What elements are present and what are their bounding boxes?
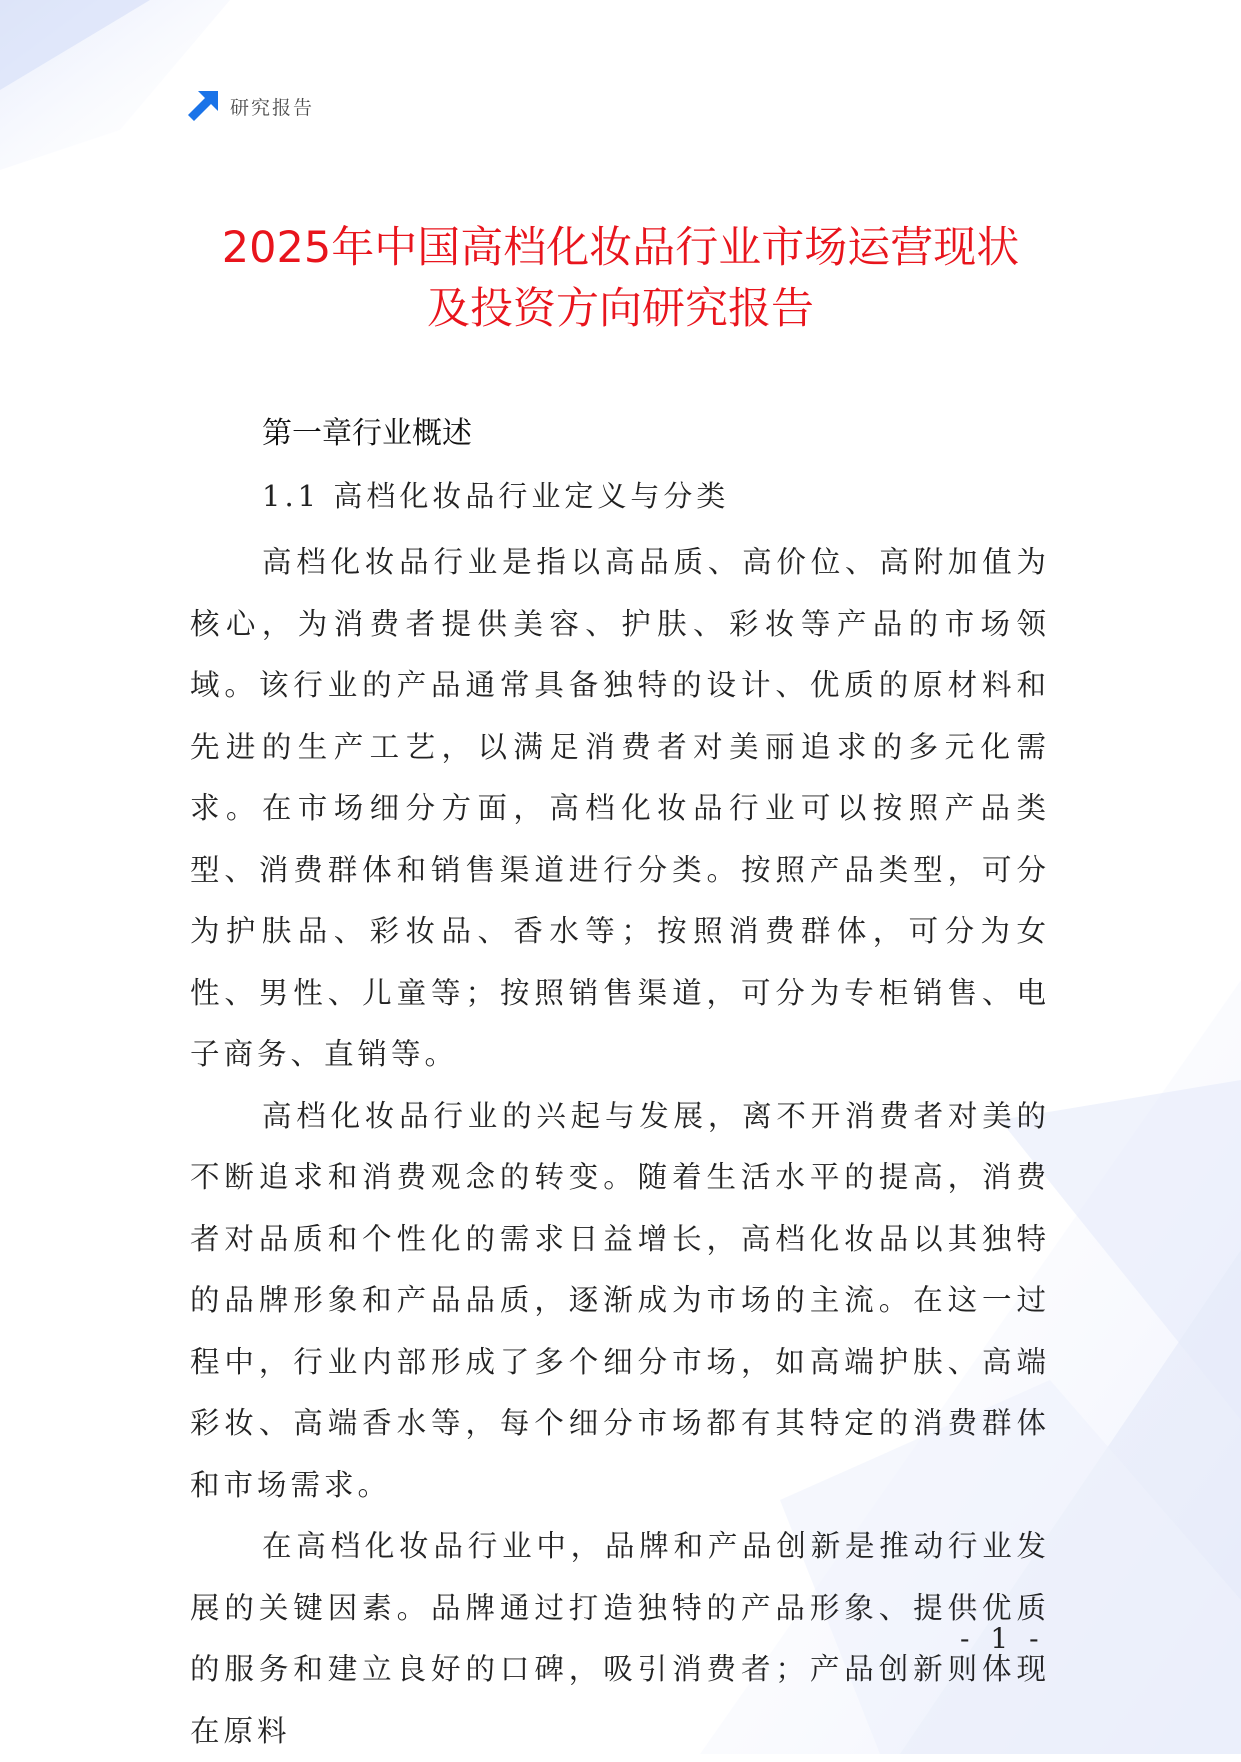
title-line-1: 2025年中国高档化妆品行业市场运营现状	[221, 223, 1020, 273]
body-paragraph: 高档化妆品行业的兴起与发展，离不开消费者对美的不断追求和消费观念的转变。随着生活水平的提高，消费者对品质和个性化的需求日益增长，高档化妆品以其独特的品牌形象和产品品质，逐渐成为市场的主流。在这一过程中，行业内部形成了多个细分市场，如高端护肤、高端彩妆、高端香水等，每个细分市场都有其特定的消费群体和市场需求。	[190, 1098, 1050, 1502]
section-heading: 1.1 高档化妆品行业定义与分类	[262, 479, 730, 513]
document-title	[150, 218, 1091, 340]
body-paragraph: 在高档化妆品行业中，品牌和产品创新是推动行业发展的关键因素。品牌通过打造独特的产品形象、提供优质的服务和建立良好的口碑，吸引消费者；产品创新则体现在原料	[190, 1529, 1050, 1748]
report-header	[186, 88, 314, 124]
title-line-2: 及投资方向研究报告	[427, 284, 814, 334]
body-paragraph: 高档化妆品行业是指以高品质、高价位、高附加值为核心，为消费者提供美容、护肤、彩妆等产品的市场领域。该行业的产品通常具备独特的设计、优质的原材料和先进的生产工艺，以满足消费者对美丽追求的多元化需求。在市场细分方面，高档化妆品行业可以按照产品类型、消费群体和销售渠道进行分类。按照产品类型，可分为护肤品、彩妆品、香水等；按照消费群体，可分为女性、男性、儿童等；按照销售渠道，可分为专柜销售、电子商务、直销等。	[190, 545, 1050, 1071]
arrow-up-right-icon	[186, 89, 220, 123]
header-label: 研究报告	[230, 96, 315, 119]
document-body	[190, 414, 1050, 1762]
chapter-heading: 第一章行业概述	[262, 416, 472, 451]
page-number: - 1 -	[960, 1622, 1045, 1655]
